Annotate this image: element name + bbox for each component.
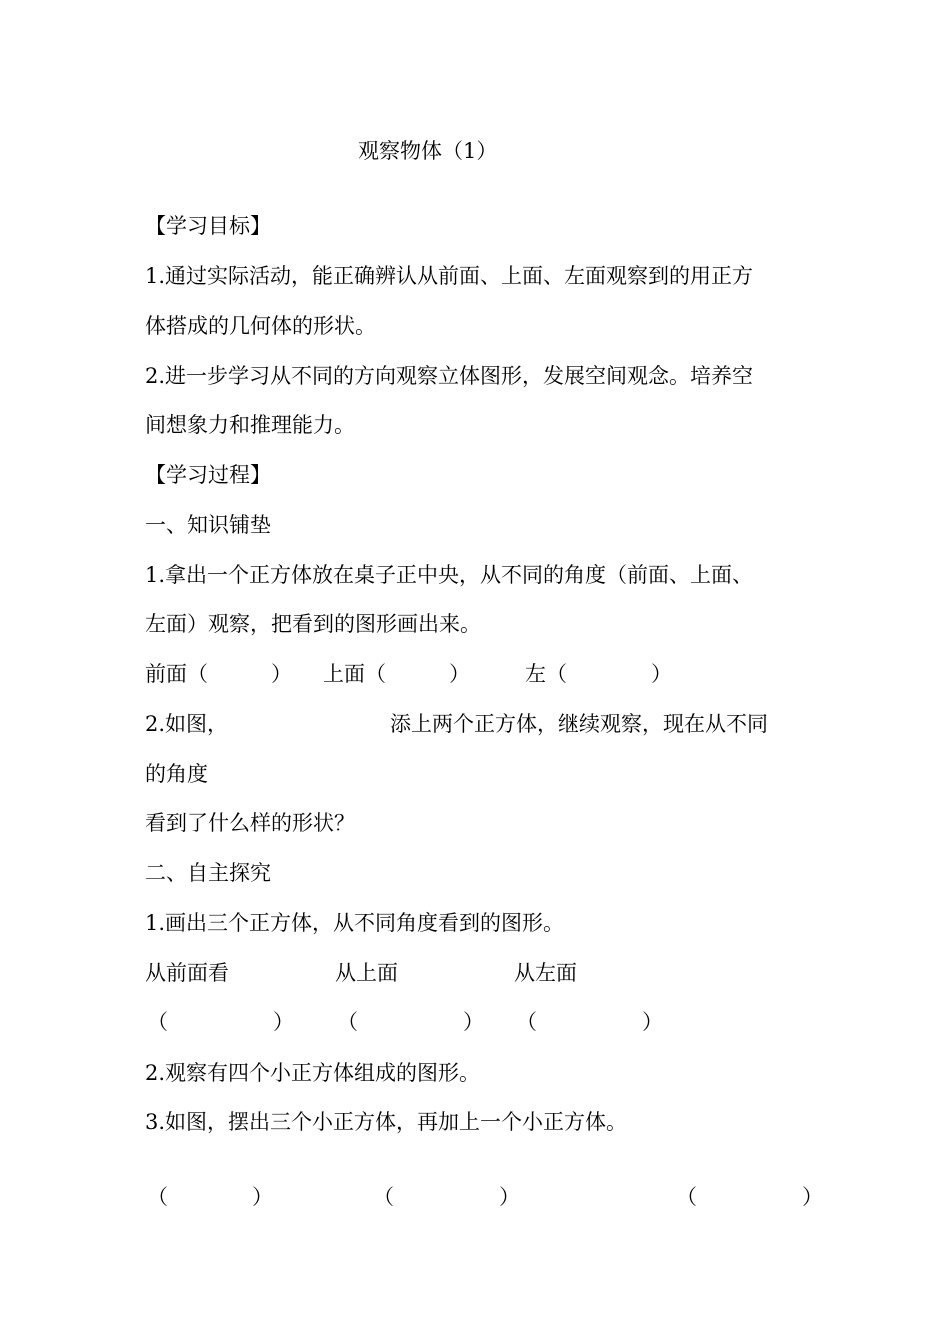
answer-blank-2: （ ） xyxy=(337,1010,484,1034)
answer-blank-3: （ ） xyxy=(516,1010,663,1034)
section-heading-process: 【学习过程】 xyxy=(145,463,271,487)
final-blank-2: （ ） xyxy=(373,1185,520,1209)
part-2-heading: 二、自主探究 xyxy=(145,861,271,885)
part-1-heading: 一、知识铺垫 xyxy=(145,513,271,537)
part-1-item-2-line-3: 看到了什么样的形状？ xyxy=(145,811,355,835)
page-title: 观察物体（1） xyxy=(358,139,498,163)
section-heading-goals: 【学习目标】 xyxy=(145,214,271,238)
goal-2-line-1: 2.进一步学习从不同的方向观察立体图形，发展空间观念。培养空 xyxy=(145,364,754,388)
part-1-item-2-line-2: 的角度 xyxy=(145,762,208,786)
part-1-item-2-prefix: 2.如图， xyxy=(145,712,229,736)
answer-blank-1: （ ） xyxy=(147,1010,294,1034)
part-1-item-2-suffix: 添上两个正方体，继续观察，现在从不同 xyxy=(390,712,768,736)
part-1-item-1-line-1: 1.拿出一个正方体放在桌子正中央，从不同的角度（前面、上面、 xyxy=(145,563,754,587)
label-from-left: 从左面 xyxy=(514,961,577,985)
goal-1-line-2: 体搭成的几何体的形状。 xyxy=(145,314,376,338)
part-1-item-1-line-2: 左面）观察，把看到的图形画出来。 xyxy=(145,612,481,636)
part-2-item-2: 2.观察有四个小正方体组成的图形。 xyxy=(145,1061,481,1085)
part-2-item-3: 3.如图，摆出三个小正方体，再加上一个小正方体。 xyxy=(145,1110,628,1134)
final-blank-1: （ ） xyxy=(147,1185,273,1209)
part-2-item-1: 1.画出三个正方体，从不同角度看到的图形。 xyxy=(145,911,565,935)
label-from-front: 从前面看 xyxy=(145,961,229,985)
goal-2-line-2: 间想象力和推理能力。 xyxy=(145,413,355,437)
blank-front: 前面（ ） xyxy=(145,662,292,686)
blank-top: 上面（ ） xyxy=(323,662,470,686)
final-blank-3: （ ） xyxy=(676,1185,823,1209)
label-from-top: 从上面 xyxy=(335,961,398,985)
goal-1-line-1: 1.通过实际活动，能正确辨认从前面、上面、左面观察到的用正方 xyxy=(145,264,754,288)
blank-left: 左（ ） xyxy=(525,662,672,686)
